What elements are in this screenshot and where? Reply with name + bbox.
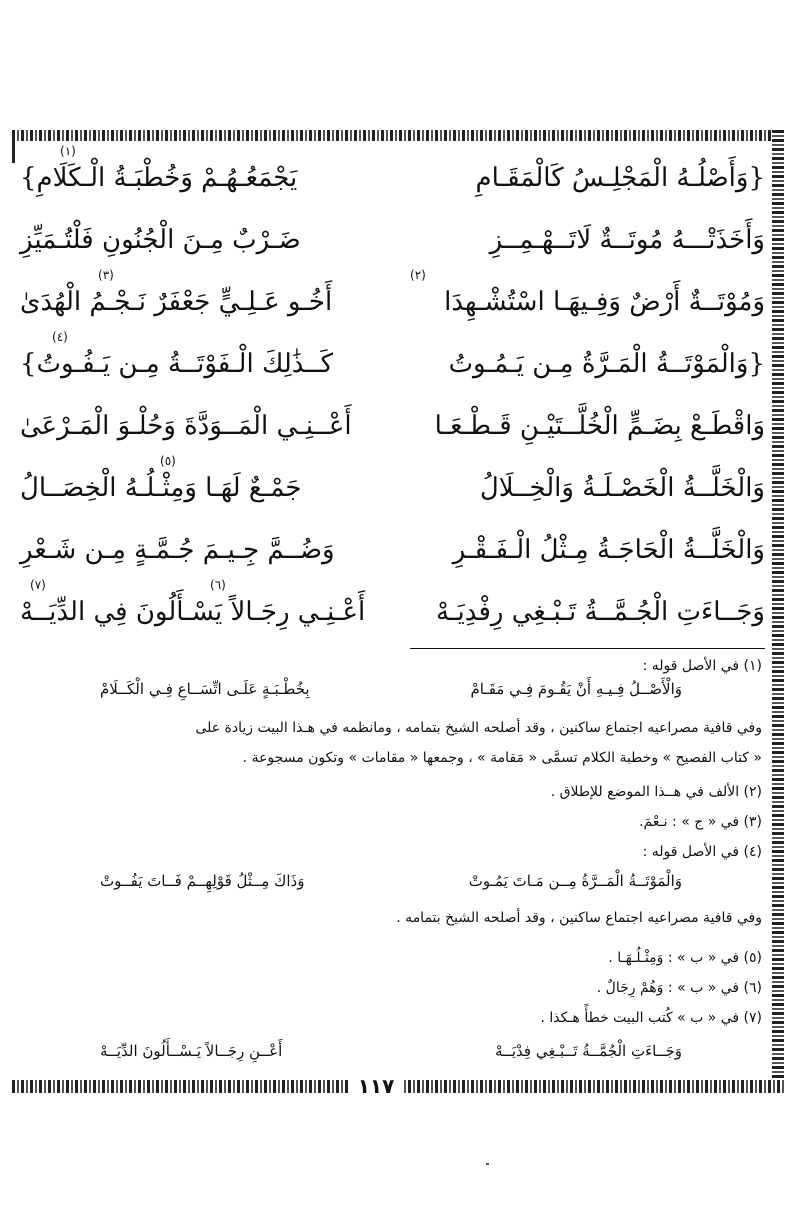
footnote-separator (410, 648, 765, 649)
top-border-ornament (12, 130, 785, 141)
footnote-marker: (٦) (210, 578, 226, 592)
verse-second-hemistich: أَعْــنِـي الْمَــوَدَّةَ وَحُلْـوَ الْمَـرْعَىٰ (20, 411, 352, 441)
verse-second-hemistich: ضَـرْبٌ مِـنَ الْجُنُونِ فَلْتُـمَيِّزِ (20, 225, 301, 255)
verse-row (20, 398, 765, 459)
verse-row (20, 578, 765, 645)
footnote-1-text: « كتاب الفصيح » وخطبة الكلام تسمَّى « مَقامة » ، وجمعها « مقامات » وتكون مسجوعة . (242, 750, 762, 766)
verse-row (20, 268, 765, 335)
footnote-marker: (٤) (52, 330, 68, 344)
verse-first-hemistich: وَمُوْتَــةٌ أَرْضٌ وَفِـيهَـا اسْتُشْـهِدَا (444, 287, 765, 317)
verse-row (20, 330, 765, 397)
footnote-1-verse-right: وَالْأَصْــلُ فِـيـهِ أَنْ يَقُـومَ فِـي مَقَـامْ (470, 680, 682, 698)
footnote-marker: (٢) (410, 268, 426, 282)
left-border-tick (12, 141, 15, 163)
footnote-2: (٢) الألف في هــذا الموضع للإطلاق . (550, 784, 762, 800)
footnote-marker: (٣) (98, 268, 114, 282)
footnote-4-text: وفي قافية مصراعيه اجتماع ساكنين ، وقد أصلحه الشيخ بتمامه . (396, 910, 762, 926)
verse-first-hemistich: وَالْخَلَّــةُ الْحَاجَـةُ مِـثْلُ الْـفَـقْـرِ (452, 535, 765, 565)
verse-row (20, 522, 765, 583)
footnote-1-text: وفي قافية مصراعيه اجتماع ساكنين ، وقد أصلحه الشيخ بتمامه ، ومانظمه في هـذا البيت زيادة على (195, 720, 762, 736)
footnote-7-verse-left: أَعْــنِ رِجَــالاً يَـسْــأَلُونَ الدِّيَــهْ (100, 1042, 283, 1060)
footnote-7: (٧) في « ب » كُتب البيت خطأً هـكذا . (540, 1010, 762, 1026)
page-number: ١١٧ (350, 1074, 402, 1098)
footnote-4-verse-left: وَذَاكَ مِــثْلُ قَوْلِهِــمْ فَــاتَ يَفُــوتْ (100, 872, 305, 890)
footnote-1-verse-left: بِخُطْـبَـةٍ عَلَـى اتِّسَــاعِ فِـي الْكَــلَامْ (100, 680, 310, 698)
verse-first-hemistich: {وَأَصْلُـهُ الْمَجْلِـسُ كَالْمَقَـامِ (475, 163, 765, 193)
verse-second-hemistich: أَعْـنِـي رِجَـالاً يَسْـأَلُونَ فِي الدِّيَــهْ (20, 597, 366, 627)
footnote-6: (٦) في « ب » : وَهُمْ رِجَالٌ . (596, 980, 762, 996)
footnote-marker: (٧) (30, 578, 46, 592)
footnote-4-label: (٤) في الأصل قوله : (642, 844, 762, 860)
footnote-marker: (٥) (160, 454, 176, 468)
verse-first-hemistich: وَأَخَذَتْـــهُ مُوتَــةٌ لَاتَــهْـمِــزِ (489, 225, 765, 255)
verse-first-hemistich: وَاقْطَـعْ بِضَـمٍّ الْخُلَّــتَيْـنِ قَـطْـعَـا (434, 411, 765, 441)
footnote-5: (٥) في « ب » : وَمِثْـلُـهَـا . (608, 950, 762, 966)
verse-row (20, 454, 765, 521)
footnote-marker: (١) (60, 144, 76, 158)
verse-first-hemistich: وَالْخَلَّــةُ الْخَصْـلَـةُ وَالْخِــلَالُ (479, 473, 765, 503)
scan-speck (486, 1163, 489, 1165)
verse-second-hemistich: كَــذَٰلِكَ الْـفَوْتَــةُ مِـن يَـفُـوتُ} (20, 349, 334, 379)
verse-row (20, 144, 765, 211)
verse-second-hemistich: أَخُـو عَـلِـيٍّ جَعْفَرٌ نَـجْـمُ الْهُدَىٰ (20, 287, 333, 317)
poem-verses (20, 144, 765, 640)
footnotes (20, 656, 762, 1071)
verse-first-hemistich: {وَالْمَوْتَــةُ الْمَـرَّةُ مِـن يَـمُـوتُ (448, 349, 765, 379)
right-border-ornament (772, 130, 784, 1092)
footnote-3: (٣) في « ج » : نـعْمَ. (639, 814, 762, 830)
verse-second-hemistich: وَضُــمَّ جِـيـمَ جُـمَّـةٍ مِـن شَـعْرِ (20, 535, 335, 565)
verse-second-hemistich: يَجْمَعُـهُـمْ وَخُطْبَـةُ الْـكَلَامِ} (20, 163, 298, 193)
verse-second-hemistich: جَمْـعٌ لَهَـا وَمِثْـلُـهُ الْخِصَــالُ (20, 473, 302, 503)
footnote-1-label: (١) في الأصل قوله : (642, 658, 762, 674)
footnote-7-verse-right: وَجَــاءَتِ الْجُمَّــةُ تَــبْـغِي فِدْيَــهْ (495, 1042, 682, 1060)
verse-first-hemistich: وَجَــاءَتِ الْجُـمَّــةُ تَـبْـغِي رِفْدِيَـهْ (436, 597, 765, 627)
footnote-4-verse-right: وَالْمَوْتَــةُ الْمَــرَّةُ مِــن مَـاتَ يَمُـوتْ (468, 872, 682, 890)
verse-row (20, 212, 765, 273)
